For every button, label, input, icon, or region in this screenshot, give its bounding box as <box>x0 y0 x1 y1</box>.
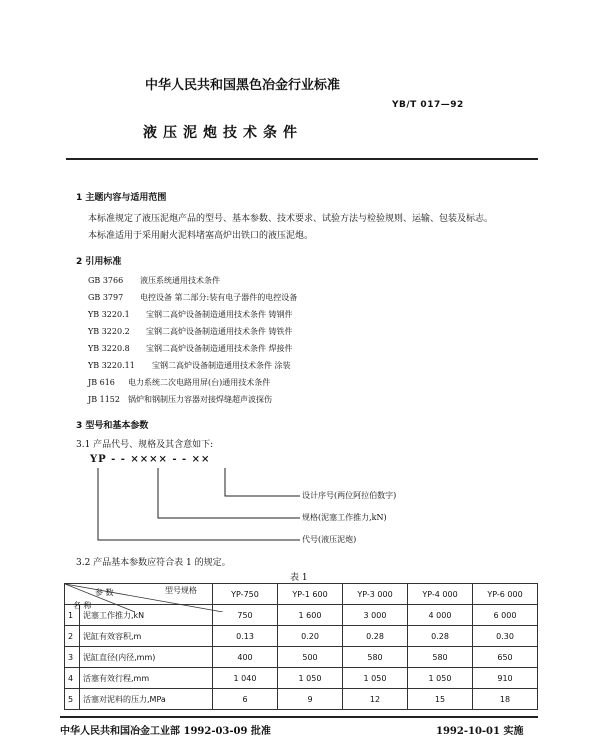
row-no: 2 <box>65 626 80 647</box>
cell: 0.28 <box>343 626 408 647</box>
section-1-para-2: 本标准适用于采用耐火泥料堵塞高炉出铁口的液压泥炮。 <box>88 231 314 241</box>
code-format: YP - - ×××× - - ×× <box>90 454 211 465</box>
section-1-title: 1 主题内容与适用范围 <box>76 193 167 203</box>
cell: 6 <box>213 689 278 710</box>
ref-item: JB 1152 锅炉和钢制压力容器对接焊缝超声波探伤 <box>88 395 272 404</box>
model-header: YP-3 000 <box>343 584 408 605</box>
document-title: 液压泥炮技术条件 <box>143 125 303 141</box>
cell: 1 050 <box>278 668 343 689</box>
table-corner <box>65 584 213 610</box>
section-3-1: 3.1 产品代号、规格及其含意如下: <box>76 440 214 450</box>
model-header: YP-4 000 <box>408 584 473 605</box>
table-row <box>65 689 538 710</box>
ref-item: YB 3220.8 宝钢二高炉设备制造通用技术条件 焊接件 <box>88 344 293 353</box>
cell: 1 050 <box>408 668 473 689</box>
table-row <box>65 668 538 689</box>
model-header: YP-750 <box>213 584 278 605</box>
cell: 0.13 <box>213 626 278 647</box>
row-name: 泥缸直径(内径,mm) <box>80 647 213 668</box>
row-no: 5 <box>65 689 80 710</box>
issuing-body: 中华人民共和国黑色冶金行业标准 <box>145 78 341 93</box>
label-serial: 设计序号(两位阿拉伯数字) <box>302 491 397 500</box>
cell: 0.20 <box>278 626 343 647</box>
cell: 750 <box>213 605 278 626</box>
cell: 15 <box>408 689 473 710</box>
label-code: 代号(液压泥炮) <box>302 535 357 544</box>
cell: 1 600 <box>278 605 343 626</box>
effective-date: 1992-10-01 实施 <box>436 726 524 737</box>
row-name: 活塞对泥料的压力,MPa <box>80 689 213 710</box>
corner-top: 型号规格 <box>165 586 197 595</box>
section-2-title: 2 引用标准 <box>76 257 122 267</box>
section-3-title: 3 型号和基本参数 <box>76 421 149 431</box>
cell: 580 <box>343 647 408 668</box>
cell: 0.30 <box>473 626 538 647</box>
ref-item: GB 3766 液压系统通用技术条件 <box>88 276 220 285</box>
ref-item: YB 3220.11 宝钢二高炉设备制造通用技术条件 涂装 <box>88 361 291 370</box>
cell: 580 <box>408 647 473 668</box>
cell: 3 000 <box>343 605 408 626</box>
ref-item: YB 3220.1 宝钢二高炉设备制造通用技术条件 铸钢件 <box>88 310 293 319</box>
cell: 650 <box>473 647 538 668</box>
row-name: 活塞有效行程,mm <box>80 668 213 689</box>
cell: 6 000 <box>473 605 538 626</box>
cell: 1 050 <box>343 668 408 689</box>
parameters-table <box>64 583 538 710</box>
cell: 910 <box>473 668 538 689</box>
model-header: YP-6 000 <box>473 584 538 605</box>
approval-line: 中华人民共和国冶金工业部 1992-03-09 批准 <box>60 726 271 737</box>
cell: 9 <box>278 689 343 710</box>
cell: 400 <box>213 647 278 668</box>
row-name: 泥塞工作推力,kN <box>80 605 213 626</box>
corner-mid: 参 数 <box>95 588 114 597</box>
row-name: 泥缸有效容积,m <box>80 626 213 647</box>
row-no: 4 <box>65 668 80 689</box>
cell: 12 <box>343 689 408 710</box>
footer-rule <box>60 716 538 718</box>
cell: 4 000 <box>408 605 473 626</box>
cell: 1 040 <box>213 668 278 689</box>
section-3-2: 3.2 产品基本参数应符合表 1 的规定。 <box>76 558 231 568</box>
corner-bottom: 名 称 <box>73 601 92 610</box>
table-row <box>65 647 538 668</box>
table-caption: 表 1 <box>290 573 308 583</box>
cell: 500 <box>278 647 343 668</box>
ref-item: GB 3797 电控设备 第二部分:装有电子器件的电控设备 <box>88 293 298 302</box>
ref-item: JB 616 电力系统二次电路用屏(台)通用技术条件 <box>88 378 271 387</box>
model-header: YP-1 600 <box>278 584 343 605</box>
section-1-para-1: 本标准规定了液压泥炮产品的型号、基本参数、技术要求、试验方法与检验规则、运输、包装及标志。 <box>88 214 494 224</box>
ref-item: YB 3220.2 宝钢二高炉设备制造通用技术条件 铸铁件 <box>88 327 293 336</box>
label-spec: 规格(泥塞工作推力,kN) <box>302 513 387 522</box>
standard-code: YB/T 017—92 <box>392 100 464 110</box>
row-no: 3 <box>65 647 80 668</box>
cell: 18 <box>473 689 538 710</box>
cell: 0.28 <box>408 626 473 647</box>
row-no: 1 <box>65 605 80 626</box>
table-row <box>65 626 538 647</box>
table-header-row <box>65 584 538 605</box>
